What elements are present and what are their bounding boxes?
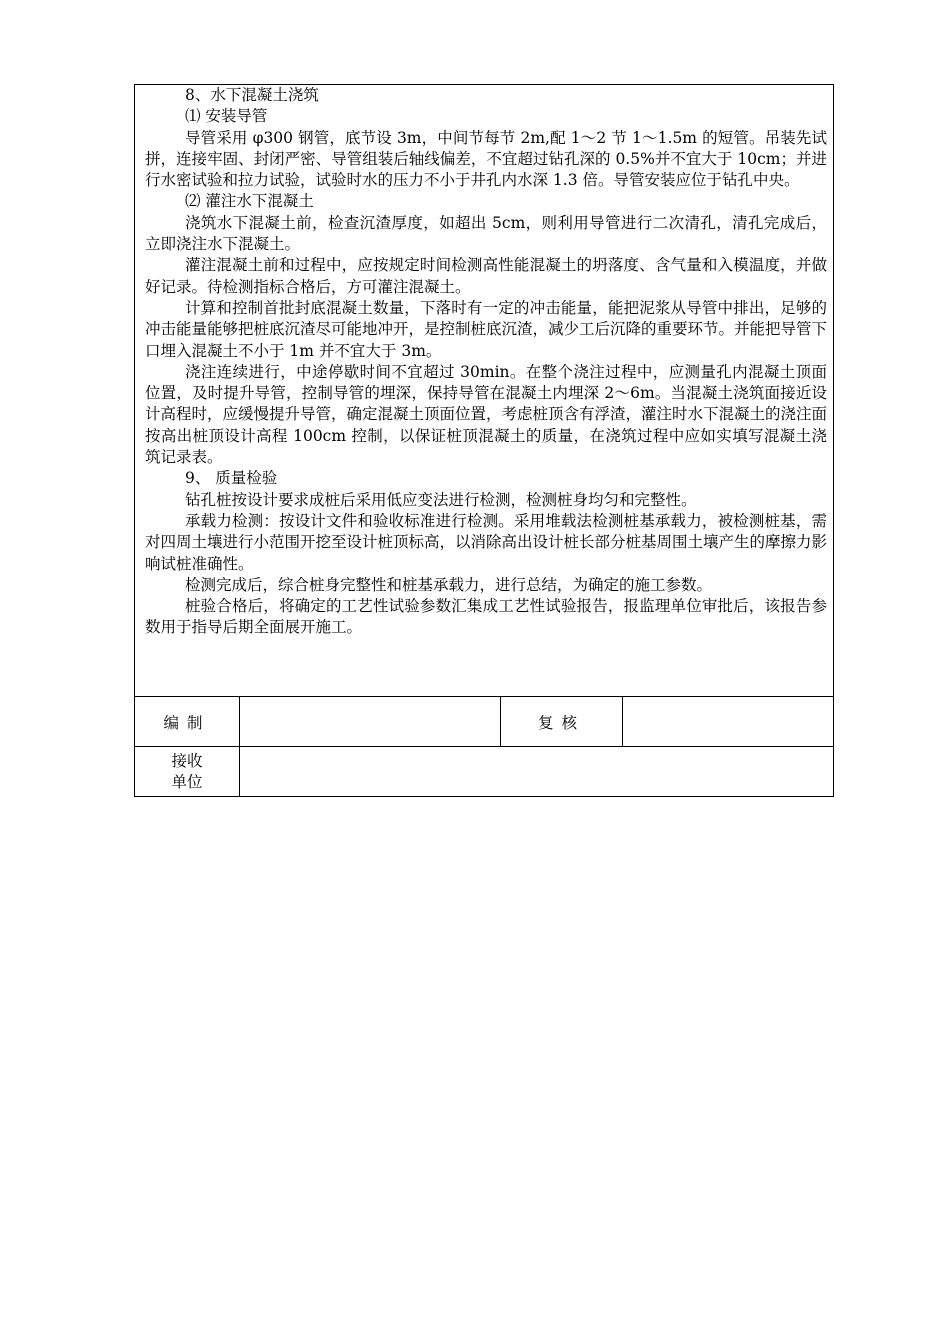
section-heading-9: 9、 质量检验: [185, 469, 278, 488]
paragraph-report: 桩验合格后，将确定的工艺性试验参数汇集成工艺性试验报告，报监理单位审批后，该报告参数用于指导后期全面展开施工。: [145, 597, 827, 637]
document-table: [134, 84, 834, 797]
paragraph-slump-test: 灌注混凝土前和过程中，应按规定时间检测高性能混凝土的坍落度、含气量和入模温度，并做好记录。待检测指标合格后，方可灌注混凝土。: [145, 256, 827, 296]
subheading-install-conduit: ⑴ 安装导管: [185, 107, 268, 126]
receive-value: [240, 747, 833, 796]
subheading-pour-concrete: ⑵ 灌注水下混凝土: [185, 192, 314, 211]
section-heading-8: 8、水下混凝土浇筑: [185, 86, 319, 104]
paragraph-low-strain: 钻孔桩按设计要求成桩后采用低应变法进行检测，检测桩身均匀和完整性。: [185, 490, 697, 509]
review-label: 复核: [501, 697, 623, 746]
compile-label: 编制: [135, 697, 240, 746]
paragraph-conduit-spec: 导管采用 φ300 钢管，底节设 3m，中间节每节 2m,配 1～2 节 1～1.5m 的短管。吊装先试拼，连接牢固、封闭严密、导管组装后轴线偏差，不宜超过钻孔深的 0.5%并不宜大于 10cm；并进行水密试验和拉力试验，试验时水的压力不小于井孔内水深 1.3 倍。导管安装应位于钻孔中央。: [145, 128, 827, 190]
paragraph-bearing-capacity: 承载力检测：按设计文件和验收标准进行检测。采用堆载法检测桩基承载力，被检测桩基，需对四周土壤进行小范围开挖至设计桩顶标高，以消除高出设计桩长部分桩基周围土壤产生的摩擦力影响试桩准确性。: [145, 511, 828, 573]
content-cell: [135, 85, 833, 697]
paragraph-continuous-pour: 浇注连续进行，中途停歇时间不宜超过 30min。在整个浇注过程中，应测量孔内混凝土顶面位置，及时提升导管，控制导管的埋深，保持导管在混凝土内埋深 2～6m。当混凝土浇筑面接近设计高程时，应缓慢提升导管，确定混凝土顶面位置，考虑桩顶含有浮渣，灌注时水下混凝土的浇注面按高出桩顶设计高程 100cm 控制，以保证桩顶混凝土的质量，在浇筑过程中应如实填写混凝土浇筑记录表。: [145, 362, 828, 467]
paragraph-first-batch: 计算和控制首批封底混凝土数量，下落时有一定的冲击能量，能把泥浆从导管中排出，足够的冲击能量能够把桩底沉渣尽可能地冲开，是控制桩底沉渣，减少工后沉降的重要环节。并能把导管下口埋入混凝土不小于 1m 并不宜大于 3m。: [145, 298, 828, 360]
review-value: [623, 697, 833, 746]
paragraph-summary: 检测完成后，综合桩身完整性和桩基承载力，进行总结，为确定的施工参数。: [185, 575, 713, 594]
paragraph-sediment-check: 浇筑水下混凝土前，检查沉渣厚度，如超出 5cm，则利用导管进行二次清孔，清孔完成后，立即浇注水下混凝土。: [145, 213, 827, 254]
compile-value: [240, 697, 501, 746]
signature-row: [135, 697, 833, 747]
receive-label-line2: 单位: [171, 772, 203, 791]
receive-row: [135, 747, 833, 796]
receive-label: [135, 747, 240, 796]
receive-label-line1: 接收: [171, 751, 203, 770]
